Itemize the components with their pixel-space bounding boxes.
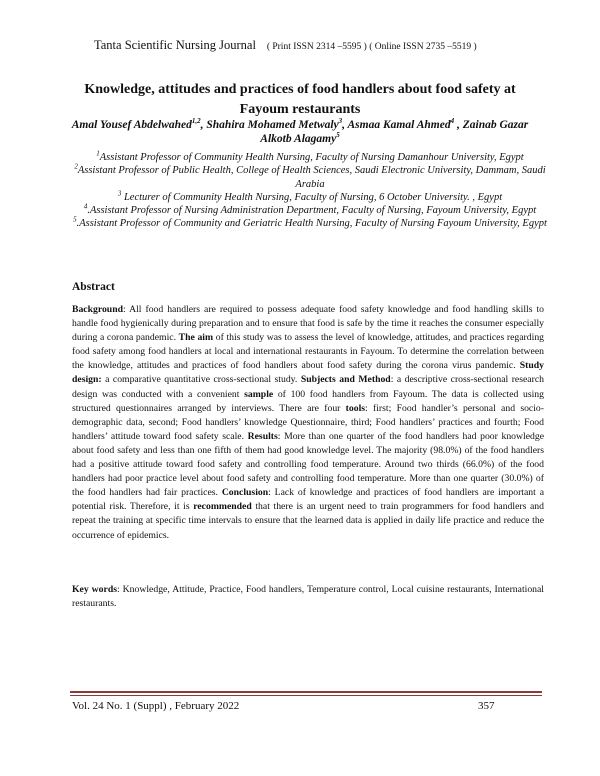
author-separator: , — [454, 119, 463, 131]
author-separator: , — [200, 119, 207, 131]
abstract-bold: Results — [247, 430, 278, 442]
affiliation-text: .Assistant Professor of Community and Geriatric Health Nursing, Faculty of Nursing Fayoum University, Egypt — [76, 218, 547, 230]
affiliation — [70, 151, 550, 164]
affiliation-sup: 5 — [73, 215, 77, 224]
keywords — [72, 583, 544, 611]
abstract-bold: Subjects and Method — [300, 374, 391, 386]
author-sup: 1,2 — [191, 117, 201, 126]
page-number: 357 — [478, 700, 495, 712]
affiliation-text: Assistant Professor of Public Health, College of Health Sciences, Saudi Electronic University, Dammam, Saudi Arabia — [77, 165, 546, 190]
abstract-text: : a descriptive cross-sectional research design was conducted with a convenient — [72, 374, 544, 400]
affiliation-text: .Assistant Professor of Nursing Administration Department, Faculty of Nursing, Fayoum University, Egypt — [87, 205, 537, 217]
page-footer — [72, 700, 544, 712]
abstract-body — [72, 303, 544, 543]
author — [206, 119, 342, 131]
abstract-text: : More than one quarter of the food handlers had poor knowledge about food safety and less than one fifth of them had good knowledge level. The majority (98.0%) of the food handlers had a positive attitude toward food safety and controlling food temperature. Around two thirds (66.0%) of the food handlers had poor practice level about food safety and controlling food temperature. More than one quarter (30.0%) of the food handlers had fair practices. — [72, 430, 544, 499]
affiliation-sup: 3 — [117, 189, 122, 198]
affiliation — [70, 164, 550, 191]
abstract-heading: Abstract — [72, 281, 115, 293]
affiliation — [70, 204, 550, 217]
affiliation — [70, 191, 550, 204]
affiliation-text: Assistant Professor of Community Health Nursing, Faculty of Nursing Damanhour University, Egypt — [99, 152, 524, 163]
abstract-bold: sample — [244, 388, 274, 400]
author-name: Amal Yousef Abdelwahed — [71, 119, 192, 131]
author-sup: 3 — [338, 117, 343, 126]
abstract-text: a comparative quantitative cross-sectional study. — [101, 374, 301, 386]
author-sup: 5 — [336, 131, 340, 140]
footer-rule-thin — [70, 695, 542, 696]
affiliation-sup: 4 — [83, 202, 88, 211]
abstract-text: : Lack of knowledge and practices of food handlers are important a potential risk. Therefore, it is — [72, 487, 544, 513]
journal-name: Tanta Scientific Nursing Journal — [94, 38, 256, 52]
keywords-text: : Knowledge, Attitude, Practice, Food handlers, Temperature control, Local cuisine restaurants, International restaurants. — [72, 584, 545, 610]
abstract-bold: Conclusion — [221, 487, 269, 499]
affiliation — [70, 217, 550, 230]
author — [72, 119, 201, 131]
running-header — [94, 38, 560, 53]
affiliation-sup: 2 — [74, 162, 78, 171]
affiliation-sup: 1 — [96, 149, 100, 158]
author-list — [60, 118, 540, 146]
paper-title: Knowledge, attitudes and practices of food handlers about food safety at Fayoum restaurants — [84, 82, 516, 117]
affiliations — [70, 151, 550, 231]
author-sup: 4 — [450, 117, 455, 126]
abstract-text: of 100 food handlers from Fayoum. The data is collected using structured questionnaires arranged by interviews. There are four — [72, 388, 544, 414]
abstract-text: that there is an urgent need to train programmers for food handlers and repeat the training at specific time intervals to ensure that the learned data is applied in daily life practice and reduce the occurrence of epidemics. — [72, 501, 544, 541]
abstract-bold: tools — [345, 402, 366, 414]
footer-rule-thick — [70, 691, 542, 693]
abstract-bold: The aim — [178, 332, 214, 344]
author-name: Zainab Gazar Alkotb Alagamy — [260, 119, 529, 145]
abstract-text: of this study was to assess the level of knowledge, attitudes, and practices regarding food safety among food handlers at local and international restaurants in Fayoum. To determine the correlation between the knowledge, attitudes and practices of food handlers about food safety during the corona virus pandemic. — [72, 332, 545, 372]
keywords-label: Key words — [72, 584, 117, 595]
author-name: Asmaa Kamal Ahmed — [347, 119, 451, 131]
author-separator: , — [342, 119, 348, 131]
abstract-bold: Study design: — [72, 360, 544, 386]
abstract-text: : All food handlers are required to possess adequate food safety knowledge and food handling skills to handle food hygienically during preparation and to ensure that food is safe by the time it reaches the consumer especially during a corona pandemic. — [72, 304, 544, 344]
affiliation-text: Lecturer of Community Health Nursing, Faculty of Nursing, 6 October University. , Egypt — [121, 191, 503, 203]
author — [348, 119, 455, 131]
abstract-bold: Background — [72, 304, 123, 315]
volume-info: Vol. 24 No. 1 (Suppl) , February 2022 — [72, 700, 240, 712]
issn-info: ( Print ISSN 2314 –5595 ) ( Online ISSN 2735 –5519 ) — [266, 42, 477, 52]
abstract-text: : first; Food handler’s personal and socio-demographic data, second; Food handlers’ knowledge Questionnaire, third; Food handlers’ practices and fourth; Food handlers’ attitude toward food safety scale. — [72, 402, 544, 442]
author-name: Shahira Mohamed Metwaly — [206, 119, 339, 131]
abstract-bold: recommended — [193, 501, 252, 513]
